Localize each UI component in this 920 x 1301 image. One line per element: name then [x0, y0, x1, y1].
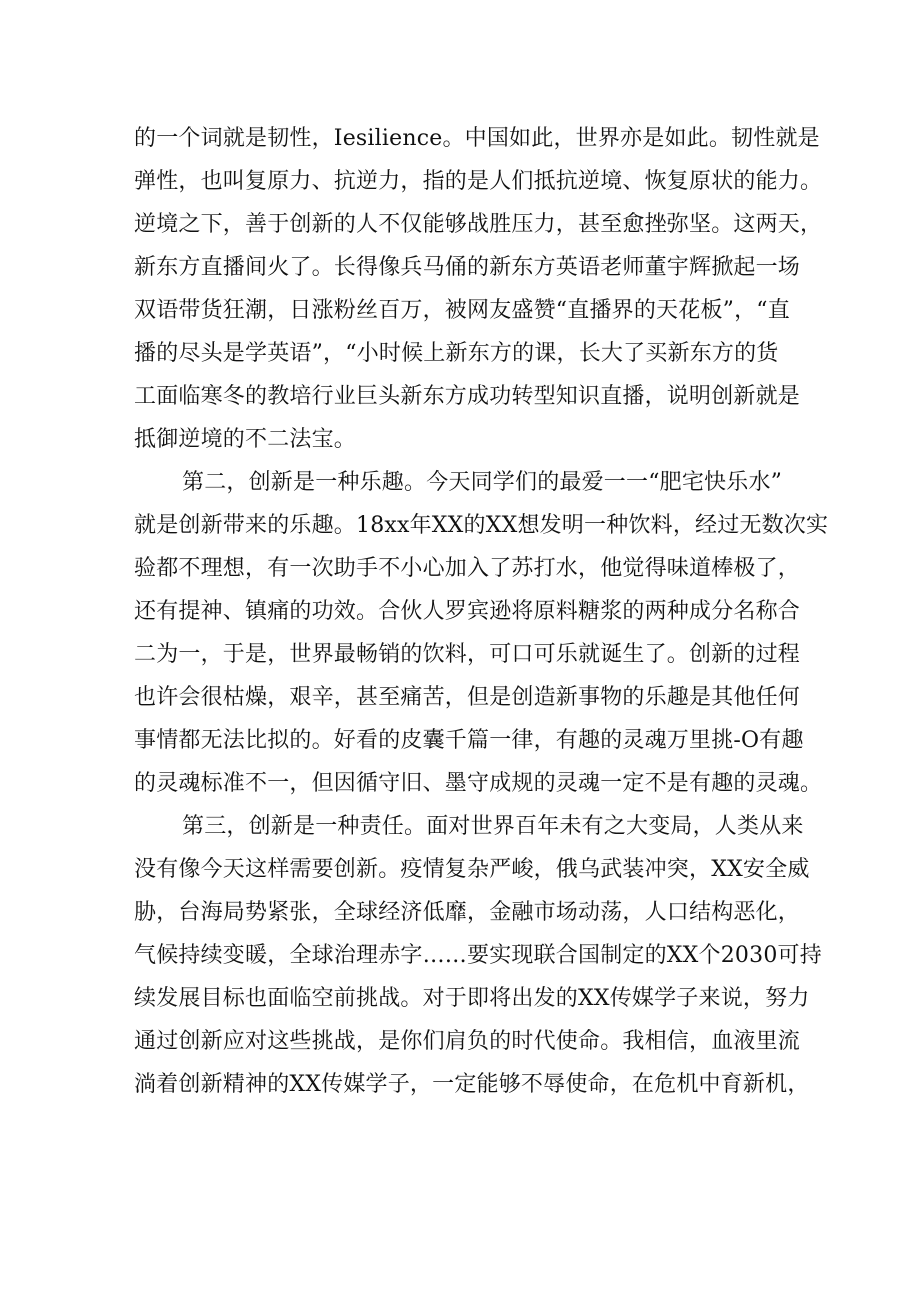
- paragraph-3-line-2: 没有像今天这样需要创新。疫情复杂严峻，俄乌武装冲突，XX安全威: [134, 857, 810, 882]
- paragraph-1-line-2: 弹性，也叫复原力、抗逆力，指的是人们抵抗逆境、恢复原状的能力。: [134, 169, 823, 194]
- paragraph-2-line-2: 就是创新带来的乐趣。18xx年XX的XX想发明一种饮料，经过无数次实: [134, 513, 829, 538]
- paragraph-2-line-8: 的灵魂标准不一，但因循守旧、墨守成规的灵魂一定不是有趣的灵魂。: [134, 771, 823, 796]
- paragraph-1-line-1: 的一个词就是韧性，Iesilience。中国如此，世界亦是如此。韧性就是: [134, 126, 820, 151]
- paragraph-1-line-7: 工面临寒冬的教培行业巨头新东方成功转型知识直播，说明创新就是: [134, 384, 801, 409]
- paragraph-1-line-8: 抵御逆境的不二法宝。: [134, 427, 357, 452]
- paragraph-3-line-3: 胁，台海局势紧张，全球经济低靡，金融市场动荡，人口结构恶化，: [134, 900, 801, 925]
- paragraph-2-line-5: 二为一，于是，世界最畅销的饮料，可口可乐就诞生了。创新的过程: [134, 642, 801, 667]
- paragraph-2-line-7: 事情都无法比拟的。好看的皮囊千篇一律，有趣的灵魂万里挑-O有趣: [134, 728, 804, 753]
- paragraph-3-line-6: 通过创新应对这些挑战，是你们肩负的时代使命。我相信，血液里流: [134, 1029, 801, 1054]
- paragraph-2-line-3: 验都不理想，有一次助手不小心加入了苏打水，他觉得味道棒极了，: [134, 556, 801, 581]
- paragraph-3-line-7: 淌着创新精神的XX传媒学子，一定能够不辱使命，在危机中育新机，: [134, 1072, 810, 1097]
- paragraph-1-line-3: 逆境之下，善于创新的人不仅能够战胜压力，甚至愈挫弥坚。这两天，: [134, 212, 823, 237]
- paragraph-2-line-4: 还有提神、镇痛的功效。合伙人罗宾逊将原料糖浆的两种成分名称合: [134, 599, 801, 624]
- paragraph-1-line-5: 双语带货狂潮，日涨粉丝百万，被网友盛赞“直播界的天花板”，“直: [134, 298, 790, 323]
- paragraph-1-line-4: 新东方直播间火了。长得像兵马俑的新东方英语老师董宇辉掀起一场: [134, 255, 801, 280]
- paragraph-1-line-6: 播的尽头是学英语”，“小时候上新东方的课，长大了买新东方的货: [134, 341, 779, 366]
- paragraph-2-line-1: 第二，创新是一种乐趣。今天同学们的最爱一一“肥宅快乐水”: [182, 470, 783, 495]
- paragraph-3-line-4: 气候持续变暖，全球治理赤字……要实现联合国制定的XX个2030可持: [134, 943, 822, 968]
- paragraph-2-line-6: 也许会很枯燥，艰辛，甚至痛苦，但是创造新事物的乐趣是其他任何: [134, 685, 801, 710]
- paragraph-3-line-5: 续发展目标也面临空前挑战。对于即将出发的XX传媒学子来说，努力: [134, 986, 810, 1011]
- paragraph-3-line-1: 第三，创新是一种责任。面对世界百年未有之大变局，人类从来: [182, 814, 804, 839]
